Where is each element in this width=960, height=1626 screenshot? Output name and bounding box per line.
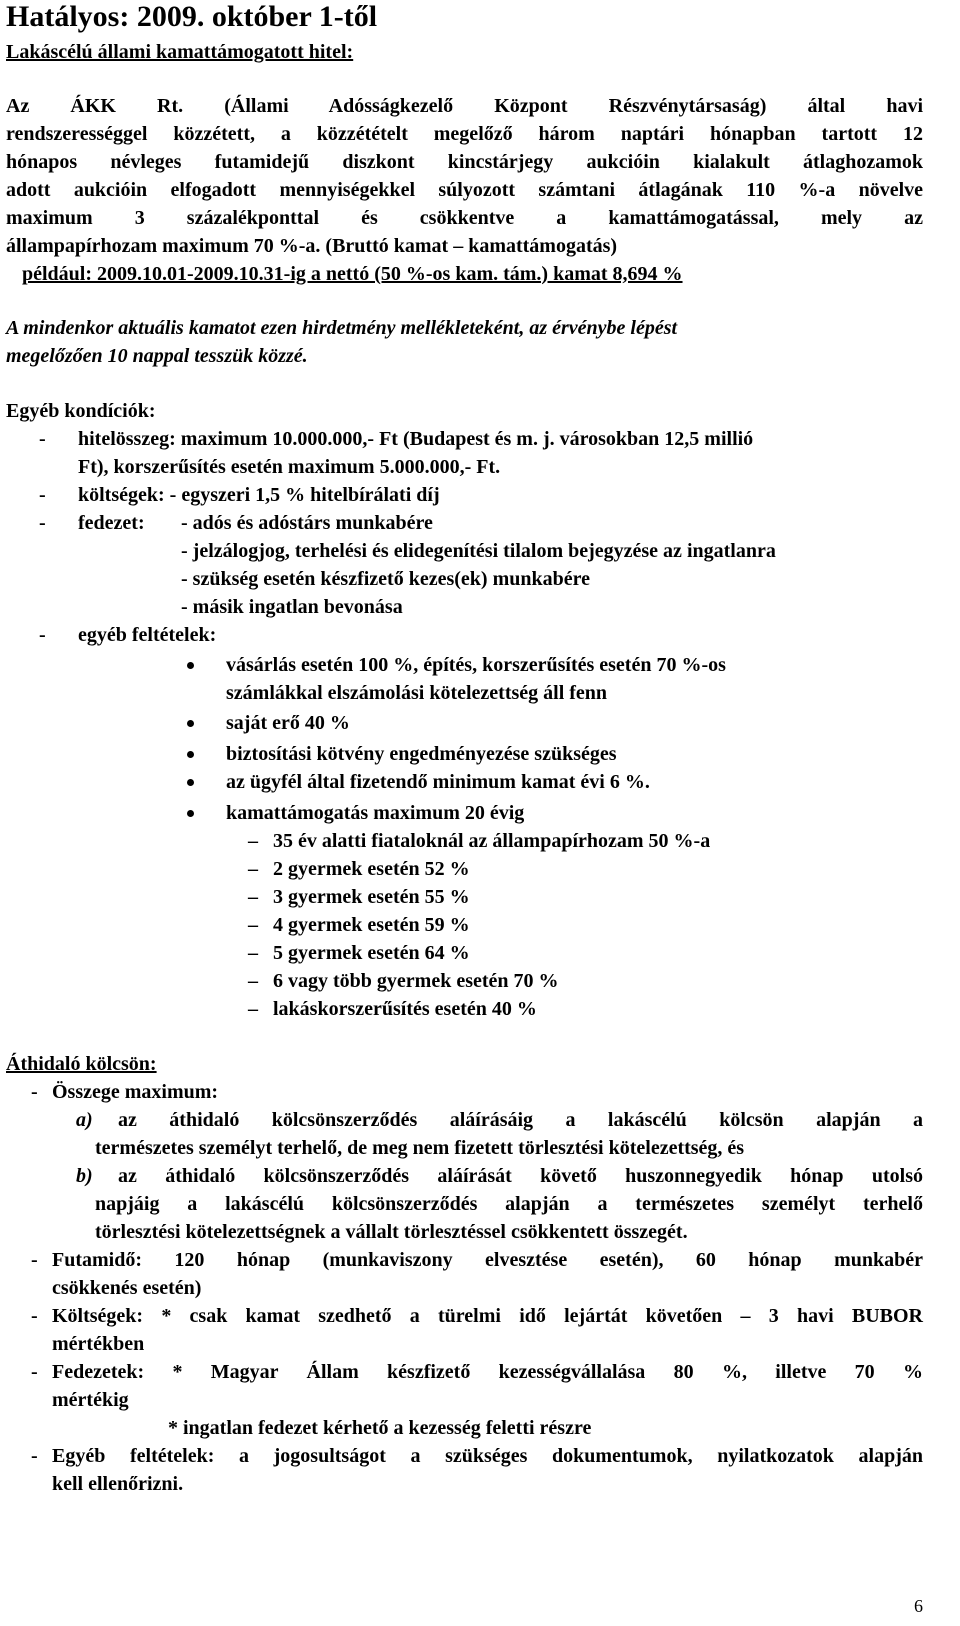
dash-marker: - [31,1445,38,1467]
en-dash-marker: – [248,942,258,964]
subsidy-item-4: 4 gyermek esetén 59 % [273,914,470,936]
collateral-bridge-line-2: mértékig [52,1389,129,1411]
para-line-3: hónapos névleges futamidejű diszkont kincstárjegy aukcióin kialakult átlaghozamok [6,151,923,173]
cost-line-1: Költségek: * csak kamat szedhető a türelmi idő lejártát követően – 3 havi BUBOR [52,1305,923,1327]
para-line-6: állampapírhozam maximum 70 %-a. (Bruttó kamat – kamattámogatás) [6,235,618,257]
collateral-bridge-line-3: * ingatlan fedezet kérhető a kezesség feletti részre [168,1417,592,1439]
bullet-item-1-line-2: számlákkal elszámolási kötelezettség áll fenn [226,682,608,704]
item-b-marker: b) [76,1165,93,1187]
item-a-line-1: az áthidaló kölcsönszerződés aláírásáig a lakáscélú kölcsön alapján a [118,1109,923,1131]
notice-line-1: A mindenkor aktuális kamatot ezen hirdetmény mellékleteként, az érvénybe lépést [6,317,678,339]
bullet-item-3: biztosítási kötvény engedményezése szükséges [226,743,617,765]
para-line-4: adott aukcióin elfogadott mennyiségekkel súlyozott számtani átlagának 110 %-a növelve [6,179,923,201]
dash-marker: - [39,428,46,450]
bridge-loan-heading: Áthidaló kölcsön: [6,1053,157,1075]
dash-marker: - [39,484,46,506]
other-conditions-line-2: kell ellenőrizni. [52,1473,184,1495]
conditions-heading: Egyéb kondíciók: [6,400,156,422]
bullet-icon [187,662,194,669]
term-line-1: Futamidő: 120 hónap (munkaviszony elvesztése esetén), 60 hónap munkabér [52,1249,923,1271]
collateral-bridge-line-1: Fedezetek: * Magyar Állam készfizető kezességvállalása 80 %, illetve 70 % [52,1361,923,1383]
bullet-item-2: saját erő 40 % [226,712,350,734]
en-dash-marker: – [248,998,258,1020]
term-line-2: csökkenés esetén) [52,1277,202,1299]
bullet-icon [187,720,194,727]
item-a-marker: a) [76,1109,93,1131]
item-b-line-3: törlesztési kötelezettségnek a vállalt törlesztéssel csökkentett összegét. [95,1221,688,1243]
collateral-item-3: - szükség esetén készfizető kezes(ek) munkabére [181,568,590,590]
bullet-item-5: kamattámogatás maximum 20 évig [226,802,525,824]
bullet-item-4: az ügyfél által fizetendő minimum kamat évi 6 %. [226,771,650,793]
bullet-item-1-line-1: vásárlás esetén 100 %, építés, korszerűsítés esetén 70 %-os [226,654,726,676]
para-line-1: Az ÁKK Rt. (Állami Adósságkezelő Központ Részvénytársaság) által havi [6,95,923,117]
dash-marker: - [31,1305,38,1327]
condition-costs: költségek: - egyszeri 1,5 % hitelbírálati díj [78,484,440,506]
subsidy-item-3: 3 gyermek esetén 55 % [273,886,470,908]
dash-marker: - [39,624,46,646]
subsidy-item-5: 5 gyermek esetén 64 % [273,942,470,964]
condition-amount-line-1: hitelösszeg: maximum 10.000.000,- Ft (Budapest és m. j. városokban 12,5 millió [78,428,754,450]
en-dash-marker: – [248,830,258,852]
dash-marker: - [31,1081,38,1103]
condition-collateral-label: fedezet: [78,512,145,534]
page-number: 6 [914,1596,923,1616]
subsidy-item-6: 6 vagy több gyermek esetén 70 % [273,970,559,992]
subsidy-item-1: 35 év alatti fiataloknál az állampapírhozam 50 %-a [273,830,711,852]
en-dash-marker: – [248,970,258,992]
item-a-line-2: természetes személyt terhelő, de meg nem fizetett törlesztési kötelezettség, és [95,1137,745,1159]
dash-marker: - [31,1249,38,1271]
bullet-icon [187,810,194,817]
rate-example: például: 2009.10.01-2009.10.31-ig a nettó (50 %-os kam. tám.) kamat 8,694 % [22,263,683,285]
para-line-2: rendszerességgel közzétett, a közzétételt megelőző három naptári hónapban tartott 12 [6,123,923,145]
item-b-line-1: az áthidaló kölcsönszerződés aláírását követő huszonnegyedik hónap utolsó [118,1165,923,1187]
para-line-5: maximum 3 százalékponttal és csökkentve a kamattámogatással, mely az [6,207,923,229]
dash-marker: - [31,1361,38,1383]
en-dash-marker: – [248,914,258,936]
cost-line-2: mértékben [52,1333,145,1355]
bullet-icon [187,779,194,786]
bridge-amount-label: Összege maximum: [52,1081,219,1103]
other-conditions-line-1: Egyéb feltételek: a jogosultságot a szükséges dokumentumok, nyilatkozatok alapján [52,1445,923,1467]
dash-marker: - [39,512,46,534]
bullet-icon [187,751,194,758]
subsidy-item-7: lakáskorszerűsítés esetén 40 % [273,998,537,1020]
collateral-item-1: - adós és adóstárs munkabére [181,512,433,534]
en-dash-marker: – [248,858,258,880]
condition-amount-line-2: Ft), korszerűsítés esetén maximum 5.000.000,- Ft. [78,456,501,478]
notice-line-2: megelőzően 10 nappal tesszük közzé. [6,345,308,367]
subsidy-item-2: 2 gyermek esetén 52 % [273,858,470,880]
condition-other-label: egyéb feltételek: [78,624,217,646]
item-b-line-2: napjáig a lakáscélú kölcsönszerződés alapján a természetes személyt terhelő [95,1193,923,1215]
collateral-item-2: - jelzálogjog, terhelési és elidegenítési tilalom bejegyzése az ingatlanra [181,540,776,562]
en-dash-marker: – [248,886,258,908]
collateral-item-4: - másik ingatlan bevonása [181,596,403,618]
page-title: Hatályos: 2009. október 1-től [6,0,378,33]
section-heading-housing-loan: Lakáscélú állami kamattámogatott hitel: [6,41,354,63]
